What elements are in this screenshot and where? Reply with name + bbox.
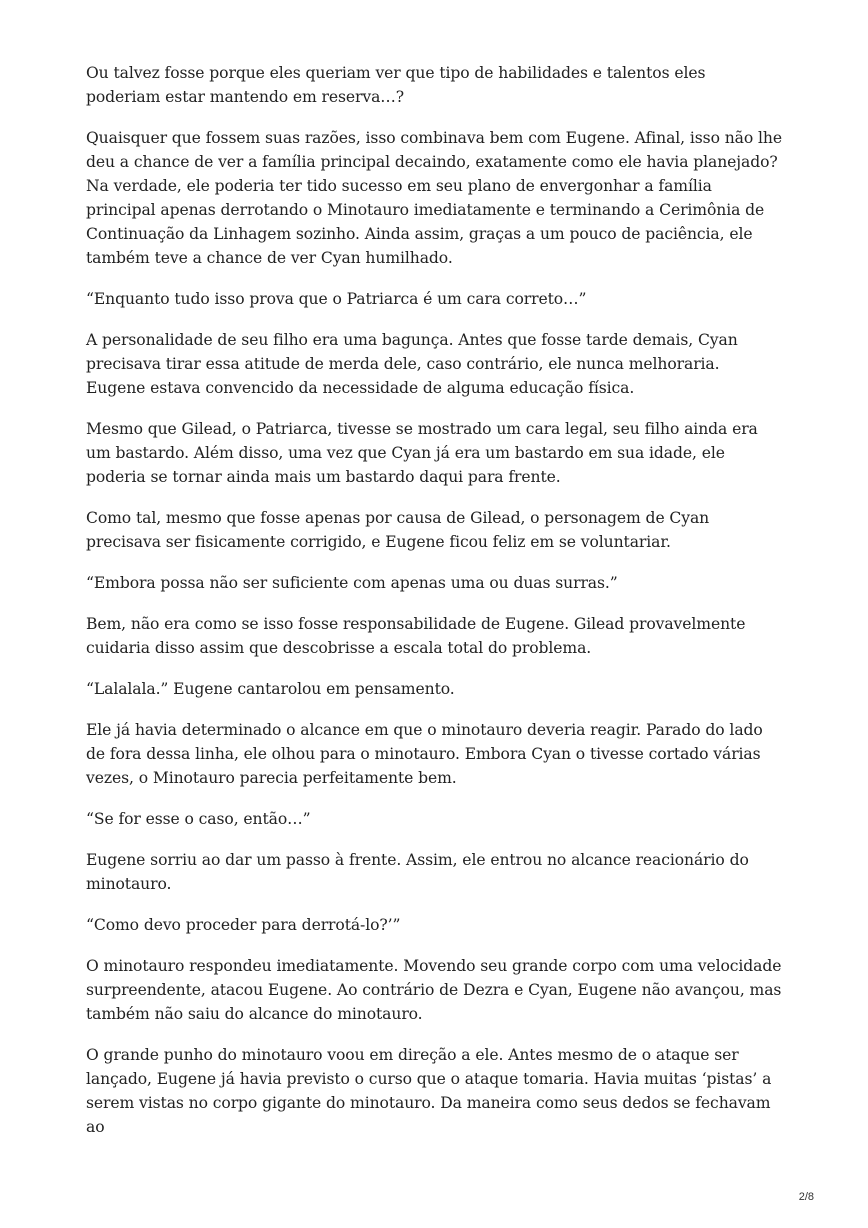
paragraph: Bem, não era como se isso fosse responsabilidade de Eugene. Gilead provavelmente cuidaria disso assim que descobrisse a escala total do problema.: [86, 615, 746, 657]
paragraph: O grande punho do minotauro voou em direção a ele. Antes mesmo de o ataque ser lançado, Eugene já havia previsto o curso que o ataque tomaria. Havia muitas ‘pistas’ a serem vistas no corpo gigante do minotauro. Da maneira como seus dedos se fechavam ao: [86, 1046, 772, 1136]
paragraph: “Lalalala.” Eugene cantarolou em pensamento.: [86, 680, 455, 698]
paragraph: “Enquanto tudo isso prova que o Patriarca é um cara correto…”: [86, 290, 587, 308]
page-number: 2/8: [798, 1191, 814, 1203]
paragraph: A personalidade de seu filho era uma bagunça. Antes que fosse tarde demais, Cyan precisava tirar essa atitude de merda dele, caso contrário, ele nunca melhoraria. Eugene estava convencido da necessidade de alguma educação física.: [86, 331, 738, 397]
paragraph: Eugene sorriu ao dar um passo à frente. Assim, ele entrou no alcance reacionário do minotauro.: [86, 851, 749, 893]
paragraph: Mesmo que Gilead, o Patriarca, tivesse se mostrado um cara legal, seu filho ainda era um bastardo. Além disso, uma vez que Cyan já era um bastardo em sua idade, ele poderia se tornar ainda mais um bastardo daqui para frente.: [86, 420, 758, 486]
document-body: [86, 61, 782, 1156]
paragraph: Ou talvez fosse porque eles queriam ver que tipo de habilidades e talentos eles poderiam estar mantendo em reserva…?: [86, 64, 706, 106]
paragraph: O minotauro respondeu imediatamente. Movendo seu grande corpo com uma velocidade surpreendente, atacou Eugene. Ao contrário de Dezra e Cyan, Eugene não avançou, mas também não saiu do alcance do minotauro.: [86, 957, 782, 1023]
paragraph: Ele já havia determinado o alcance em que o minotauro deveria reagir. Parado do lado de fora dessa linha, ele olhou para o minotauro. Embora Cyan o tivesse cortado várias vezes, o Minotauro parecia perfeitamente bem.: [86, 721, 763, 787]
paragraph: Como tal, mesmo que fosse apenas por causa de Gilead, o personagem de Cyan precisava ser fisicamente corrigido, e Eugene ficou feliz em se voluntariar.: [86, 509, 710, 551]
paragraph: “Como devo proceder para derrotá-lo?’”: [86, 916, 401, 934]
paragraph: Quaisquer que fossem suas razões, isso combinava bem com Eugene. Afinal, isso não lhe deu a chance de ver a família principal decaindo, exatamente como ele havia planejado? Na verdade, ele poderia ter tido sucesso em seu plano de envergonhar a família principal apenas derrotando o Minotauro imediatamente e terminando a Cerimônia de Continuação da Linhagem sozinho. Ainda assim, graças a um pouco de paciência, ele também teve a chance de ver Cyan humilhado.: [86, 129, 782, 267]
paragraph: “Se for esse o caso, então…”: [86, 810, 311, 828]
paragraph: “Embora possa não ser suficiente com apenas uma ou duas surras.”: [86, 574, 618, 592]
